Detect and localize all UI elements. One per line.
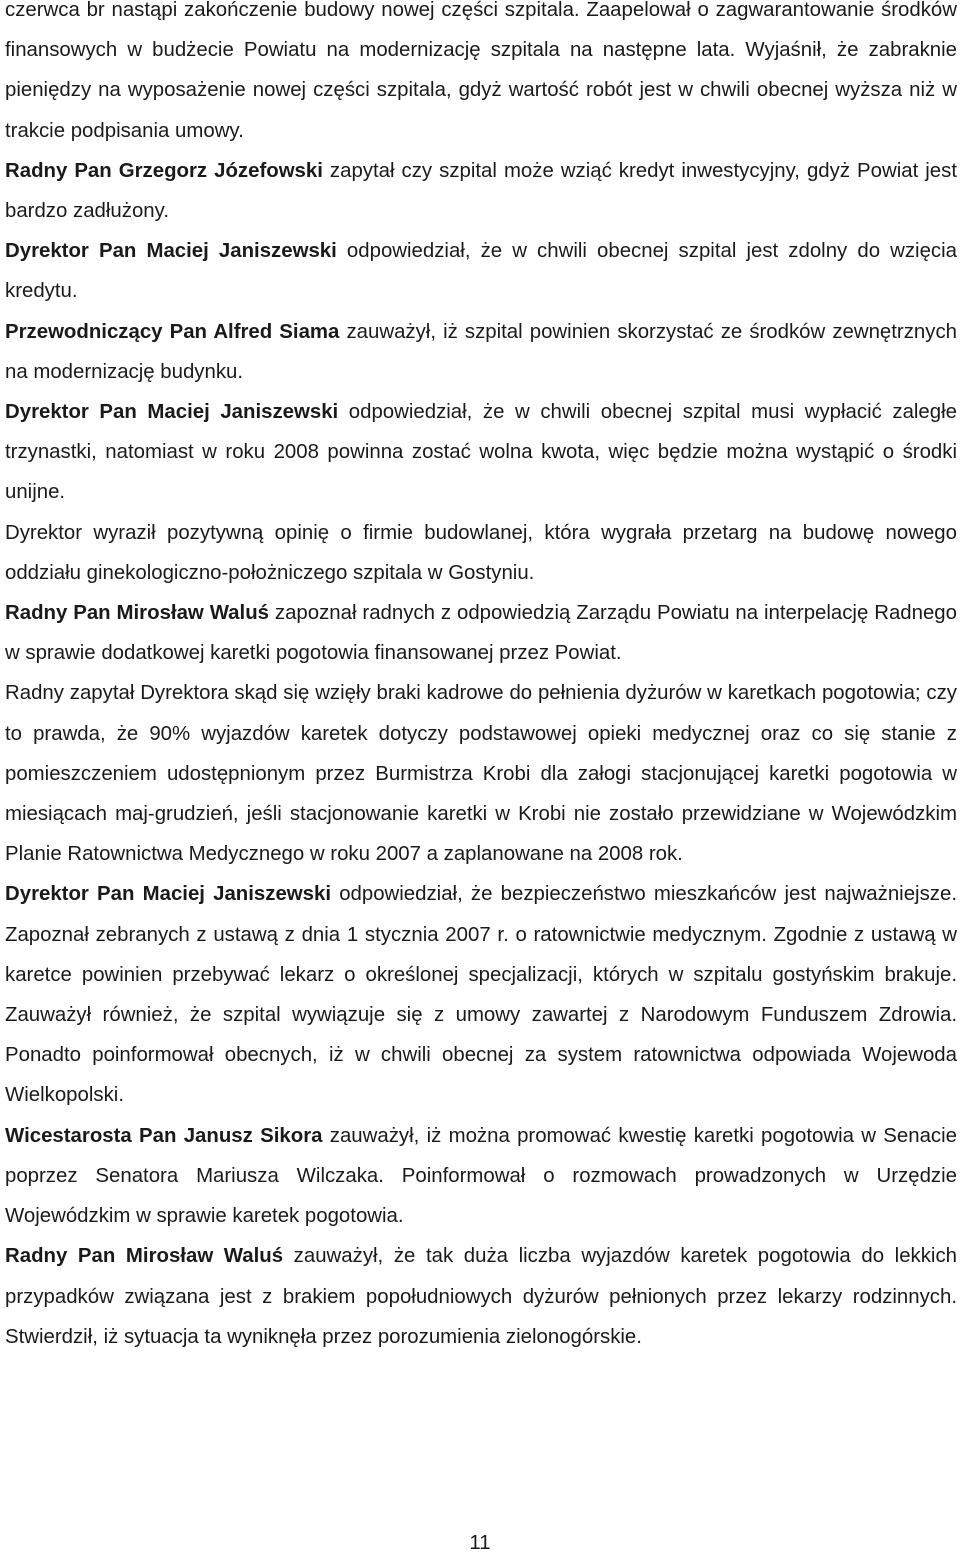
document-page bbox=[5, 0, 957, 1357]
paragraph bbox=[5, 513, 957, 593]
paragraph-text: Dyrektor wyraził pozytywną opinię o firmie budowlanej, która wygrała przetarg na budowę nowego oddziału ginekologiczno-położniczego szpitala w Gostyniu. bbox=[5, 521, 957, 584]
speaker-name: Dyrektor Pan Maciej Janiszewski bbox=[5, 883, 332, 906]
speaker-name: Wicestarosta Pan Janusz Sikora bbox=[5, 1124, 323, 1147]
paragraph bbox=[5, 151, 957, 231]
paragraph bbox=[5, 0, 957, 151]
paragraph-text: odpowiedział, że w chwili obecnej szpital jest zdolny do wzięcia kredytu. bbox=[5, 240, 957, 303]
speaker-name: Radny Pan Mirosław Waluś bbox=[5, 1245, 284, 1268]
paragraph bbox=[5, 312, 957, 392]
speaker-name: Dyrektor Pan Maciej Janiszewski bbox=[5, 401, 339, 424]
speaker-name: Przewodniczący Pan Alfred Siama bbox=[5, 320, 340, 343]
paragraph bbox=[5, 874, 957, 1115]
paragraph bbox=[5, 392, 957, 513]
page-number: 11 bbox=[469, 1532, 491, 1554]
speaker-name: Dyrektor Pan Maciej Janiszewski bbox=[5, 240, 337, 263]
paragraph-text: zauważył, iż można promować kwestię karetki pogotowia w Senacie poprzez Senatora Mariusza Wilczaka. Poinformował o rozmowach prowadzonych w Urzędzie Wojewódzkim w sprawie karetek pogotowia. bbox=[5, 1124, 957, 1228]
paragraph bbox=[5, 1236, 957, 1357]
paragraph-text: zauważył, że tak duża liczba wyjazdów karetek pogotowia do lekkich przypadków związana jest z brakiem popołudniowych dyżurów pełnionych przez lekarzy rodzinnych. Stwierdził, iż sytuacja ta wyniknęła przez porozumienia zielonogórskie. bbox=[5, 1245, 957, 1348]
paragraph bbox=[5, 1116, 957, 1237]
paragraph-text: czerwca br nastąpi zakończenie budowy nowej części szpitala. Zaapelował o zagwarantowanie środków finansowych w budżecie Powiatu na modernizację szpitala na następne lata. Wyjaśnił, że zabraknie pieniędzy na wyposażenie nowej części szpitala, gdyż wartość robót jest w chwili obecnej wyższa niż w trakcie podpisania umowy. bbox=[5, 0, 957, 142]
paragraph bbox=[5, 231, 957, 311]
paragraph-text: odpowiedział, że bezpieczeństwo mieszkańców jest najważniejsze. Zapoznał zebranych z ustawą z dnia 1 stycznia 2007 r. o ratownictwie medycznym. Zgodnie z ustawą w karetce powinien przebywać lekarz o określonej specjalizacji, których w szpitalu gostyńskim brakuje. Zauważył również, że szpital wywiązuje się z umowy zawartej z Narodowym Funduszem Zdrowia. Ponadto poinformował obecnych, iż w chwili obecnej za system ratownictwa odpowiada Wojewoda Wielkopolski. bbox=[5, 883, 957, 1107]
paragraph-text: odpowiedział, że w chwili obecnej szpital musi wypłacić zaległe trzynastki, natomiast w roku 2008 powinna zostać wolna kwota, więc będzie można wystąpić o środki unijne. bbox=[5, 401, 957, 504]
paragraph-text: Radny zapytał Dyrektora skąd się wzięły braki kadrowe do pełnienia dyżurów w karetkach pogotowia; czy to prawda, że 90% wyjazdów karetek dotyczy podstawowej opieki medycznej oraz co się stanie z pomieszczeniem udostępnionym przez Burmistrza Krobi dla załogi stacjonującej karetki pogotowia w miesiącach maj-grudzień, jeśli stacjonowanie karetki w Krobi nie zostało przewidziane w Wojewódzkim Planie Ratownictwa Medycznego w roku 2007 a zaplanowane na 2008 rok. bbox=[5, 682, 957, 866]
paragraph-text: zapytał czy szpital może wziąć kredyt inwestycyjny, gdyż Powiat jest bardzo zadłużony. bbox=[5, 159, 957, 223]
paragraph bbox=[5, 673, 957, 874]
speaker-name: Radny Pan Grzegorz Józefowski bbox=[5, 159, 323, 182]
paragraph-text: zapoznał radnych z odpowiedzią Zarządu Powiatu na interpelację Radnego w sprawie dodatkowej karetki pogotowia finansowanej przez Powiat. bbox=[5, 602, 957, 665]
speaker-name: Radny Pan Mirosław Waluś bbox=[5, 602, 269, 625]
paragraph-text: zauważył, iż szpital powinien skorzystać ze środków zewnętrznych na modernizację budynku. bbox=[5, 320, 957, 383]
paragraph bbox=[5, 593, 957, 673]
